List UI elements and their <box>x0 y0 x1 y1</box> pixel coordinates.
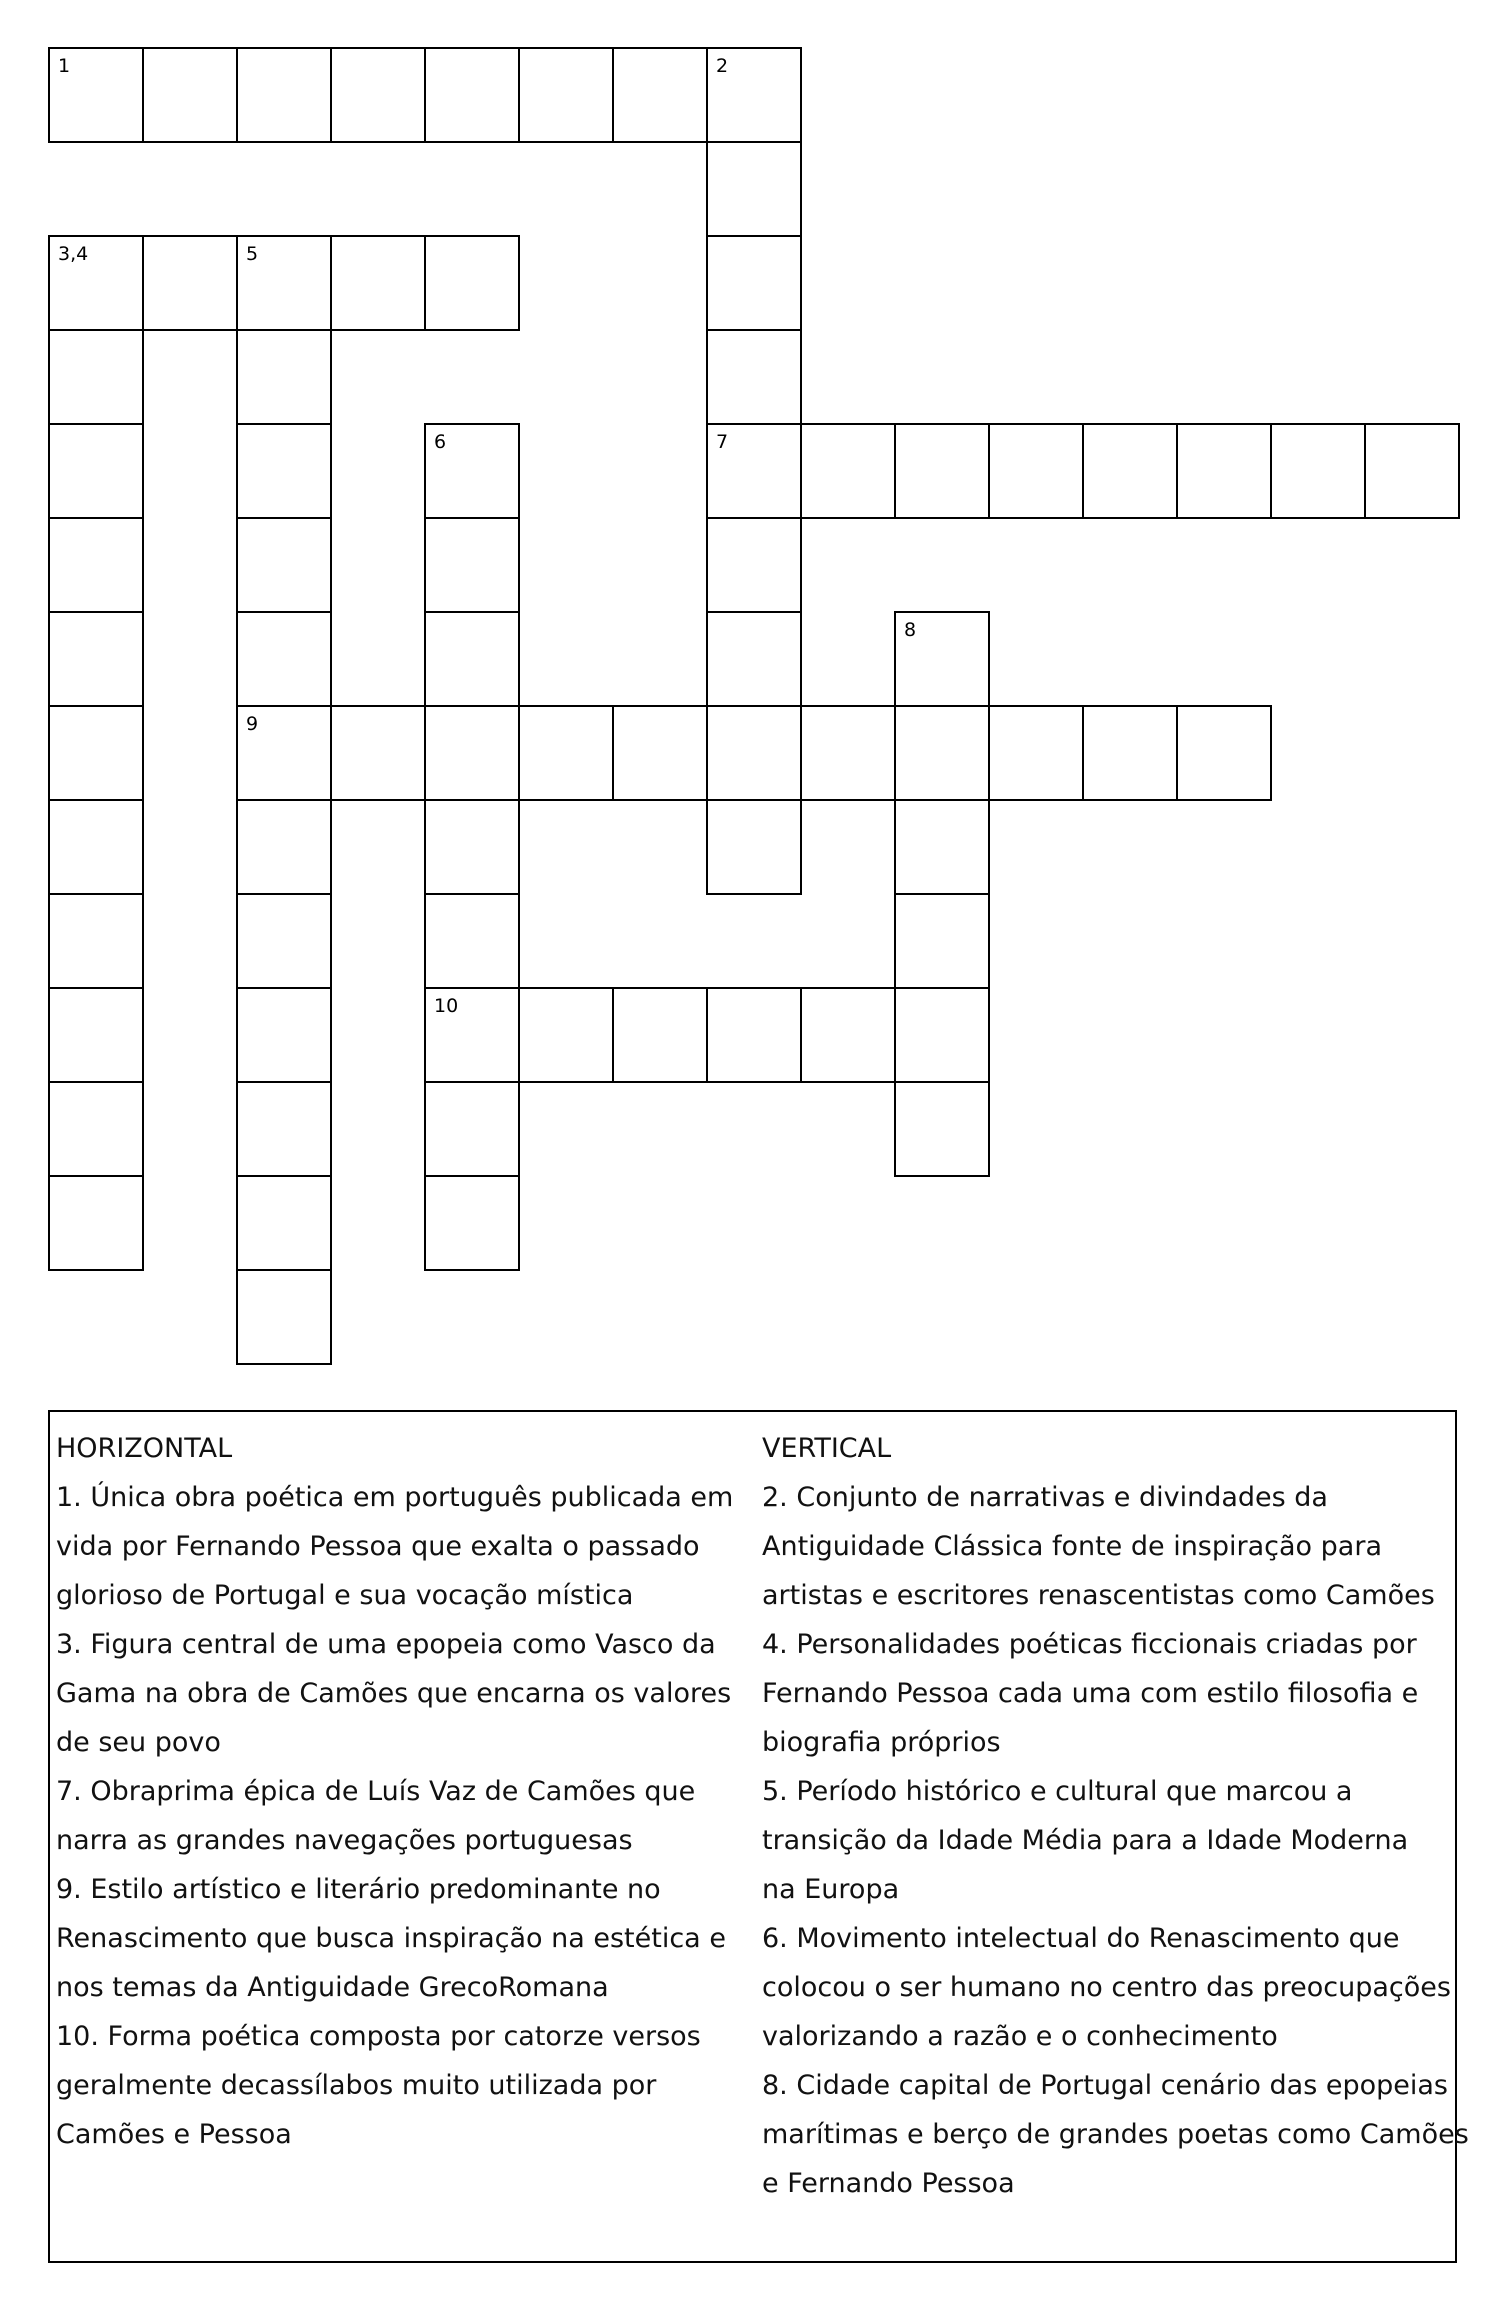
horizontal-clue-line: 7. Obraprima épica de Luís Vaz de Camões que <box>56 1776 696 1807</box>
grid-cell[interactable] <box>330 47 426 143</box>
grid-cell[interactable] <box>424 235 520 331</box>
grid-cell[interactable] <box>894 423 990 519</box>
grid-cell[interactable] <box>706 987 802 1083</box>
vertical-clue-line: transição da Idade Média para a Idade Moderna <box>762 1825 1409 1856</box>
grid-cell[interactable] <box>612 987 708 1083</box>
vertical-clue-line: valorizando a razão e o conhecimento <box>762 2021 1278 2052</box>
grid-cell[interactable] <box>236 423 332 519</box>
horizontal-clue-line: glorioso de Portugal e sua vocação mística <box>56 1580 634 1611</box>
grid-cell[interactable] <box>424 47 520 143</box>
grid-cell[interactable] <box>518 987 614 1083</box>
vertical-clue-line: 4. Personalidades poéticas ficcionais criadas por <box>762 1629 1417 1660</box>
grid-cell[interactable] <box>706 141 802 237</box>
horizontal-clue-line: 1. Única obra poética em português publicada em <box>56 1482 734 1513</box>
grid-cell[interactable] <box>236 47 332 143</box>
grid-cell[interactable] <box>800 423 896 519</box>
vertical-clue-line: 2. Conjunto de narrativas e divindades da <box>762 1482 1328 1513</box>
horizontal-clue-line: 3. Figura central de uma epopeia como Vasco da <box>56 1629 716 1660</box>
grid-cell[interactable] <box>988 705 1084 801</box>
clue-number: 10 <box>434 995 459 1017</box>
clues-box <box>48 1410 1469 2263</box>
clue-number: 9 <box>246 713 259 735</box>
grid-cell[interactable] <box>424 705 520 801</box>
grid-cell[interactable] <box>424 799 520 895</box>
horizontal-clue-line: Renascimento que busca inspiração na estética e <box>56 1923 726 1954</box>
vertical-clue-line: 5. Período histórico e cultural que marcou a <box>762 1776 1353 1807</box>
grid-cell[interactable] <box>48 47 144 143</box>
grid-cell[interactable] <box>894 799 990 895</box>
vertical-clue-line: marítimas e berço de grandes poetas como Camões <box>762 2119 1469 2150</box>
grid-cell[interactable] <box>706 423 802 519</box>
grid-cell[interactable] <box>142 235 238 331</box>
grid-cell[interactable] <box>236 799 332 895</box>
clue-number: 5 <box>246 243 259 265</box>
grid-cell[interactable] <box>236 1081 332 1177</box>
vertical-clue-line: na Europa <box>762 1874 900 1905</box>
grid-cell[interactable] <box>612 705 708 801</box>
horizontal-clues <box>56 1424 746 2159</box>
vertical-clue-line: 6. Movimento intelectual do Renascimento que <box>762 1923 1400 1954</box>
grid-cell[interactable] <box>424 611 520 707</box>
grid-cell[interactable] <box>48 987 144 1083</box>
grid-cell[interactable] <box>236 517 332 613</box>
grid-cell[interactable] <box>48 1081 144 1177</box>
grid-cell[interactable] <box>706 329 802 425</box>
grid-cell[interactable] <box>48 893 144 989</box>
grid-cell[interactable] <box>48 611 144 707</box>
horizontal-clue-line: 9. Estilo artístico e literário predominante no <box>56 1874 661 1905</box>
grid-cell[interactable] <box>518 47 614 143</box>
grid-cell[interactable] <box>706 705 802 801</box>
grid-cell[interactable] <box>706 611 802 707</box>
grid-cell[interactable] <box>236 235 332 331</box>
grid-cell[interactable] <box>894 611 990 707</box>
grid-cell[interactable] <box>236 1175 332 1271</box>
clue-number: 1 <box>58 55 71 77</box>
horizontal-clue-line: Gama na obra de Camões que encarna os valores <box>56 1678 732 1709</box>
vertical-clue-line: colocou o ser humano no centro das preocupações <box>762 1972 1451 2003</box>
grid-cell[interactable] <box>236 893 332 989</box>
grid-cell[interactable] <box>424 987 520 1083</box>
horizontal-clue-line: 10. Forma poética composta por catorze versos <box>56 2021 701 2052</box>
grid-cell[interactable] <box>706 517 802 613</box>
grid-cell[interactable] <box>1176 705 1272 801</box>
grid-cell[interactable] <box>894 893 990 989</box>
grid-cell[interactable] <box>236 611 332 707</box>
grid-cell[interactable] <box>706 47 802 143</box>
grid-cell[interactable] <box>424 893 520 989</box>
clue-number: 7 <box>716 431 729 453</box>
vertical-clue-line: Antiguidade Clássica fonte de inspiração para <box>762 1531 1382 1562</box>
vertical-clue-line: artistas e escritores renascentistas como Camões <box>762 1580 1435 1611</box>
grid-cell[interactable] <box>236 329 332 425</box>
horizontal-clue-line: vida por Fernando Pessoa que exalta o passado <box>56 1531 700 1562</box>
grid-cell[interactable] <box>424 423 520 519</box>
grid-cell[interactable] <box>706 799 802 895</box>
horizontal-clue-line: nos temas da Antiguidade GrecoRomana <box>56 1972 609 2003</box>
grid-cell[interactable] <box>48 423 144 519</box>
grid-cell[interactable] <box>1082 423 1178 519</box>
grid-cell[interactable] <box>424 1175 520 1271</box>
grid-cell[interactable] <box>48 1175 144 1271</box>
grid-cell[interactable] <box>330 705 426 801</box>
grid-cell[interactable] <box>1364 423 1460 519</box>
grid-cell[interactable] <box>48 705 144 801</box>
grid-cell[interactable] <box>612 47 708 143</box>
clue-number: 2 <box>716 55 729 77</box>
grid-cell[interactable] <box>236 705 332 801</box>
grid-cell[interactable] <box>236 987 332 1083</box>
grid-cell[interactable] <box>988 423 1084 519</box>
clue-number: 3,4 <box>58 243 89 265</box>
grid-cell[interactable] <box>424 1081 520 1177</box>
horizontal-clue-line: de seu povo <box>56 1727 221 1758</box>
grid-cell[interactable] <box>894 1081 990 1177</box>
grid-cell[interactable] <box>48 799 144 895</box>
grid-cell[interactable] <box>894 987 990 1083</box>
grid-cell[interactable] <box>142 47 238 143</box>
grid-cell[interactable] <box>48 329 144 425</box>
grid-cell[interactable] <box>236 1269 332 1365</box>
grid-cell[interactable] <box>424 517 520 613</box>
vertical-clue-line: 8. Cidade capital de Portugal cenário das epopeias <box>762 2070 1448 2101</box>
grid-cell[interactable] <box>518 705 614 801</box>
grid-cell[interactable] <box>1176 423 1272 519</box>
clue-number: 6 <box>434 431 447 453</box>
vertical-clues <box>762 1424 1469 2208</box>
horizontal-clue-line: geralmente decassílabos muito utilizada por <box>56 2070 657 2101</box>
vertical-clue-line: e Fernando Pessoa <box>762 2168 1015 2199</box>
clue-number: 8 <box>904 619 917 641</box>
grid-cell[interactable] <box>800 705 896 801</box>
horizontal-clue-line: Camões e Pessoa <box>56 2119 292 2150</box>
grid-cell[interactable] <box>1082 705 1178 801</box>
grid-cell[interactable] <box>48 517 144 613</box>
grid-cell[interactable] <box>894 705 990 801</box>
grid-cell[interactable] <box>706 235 802 331</box>
grid-cell[interactable] <box>48 235 144 331</box>
grid-cell[interactable] <box>330 235 426 331</box>
vertical-clue-line: Fernando Pessoa cada uma com estilo filosofia e <box>762 1678 1419 1709</box>
grid-cell[interactable] <box>800 987 896 1083</box>
horizontal-clue-line: narra as grandes navegações portuguesas <box>56 1825 633 1856</box>
vertical-clue-line: biografia próprios <box>762 1727 1001 1758</box>
horizontal-heading: HORIZONTAL <box>56 1433 233 1464</box>
grid-cell[interactable] <box>1270 423 1366 519</box>
vertical-heading: VERTICAL <box>762 1433 892 1464</box>
